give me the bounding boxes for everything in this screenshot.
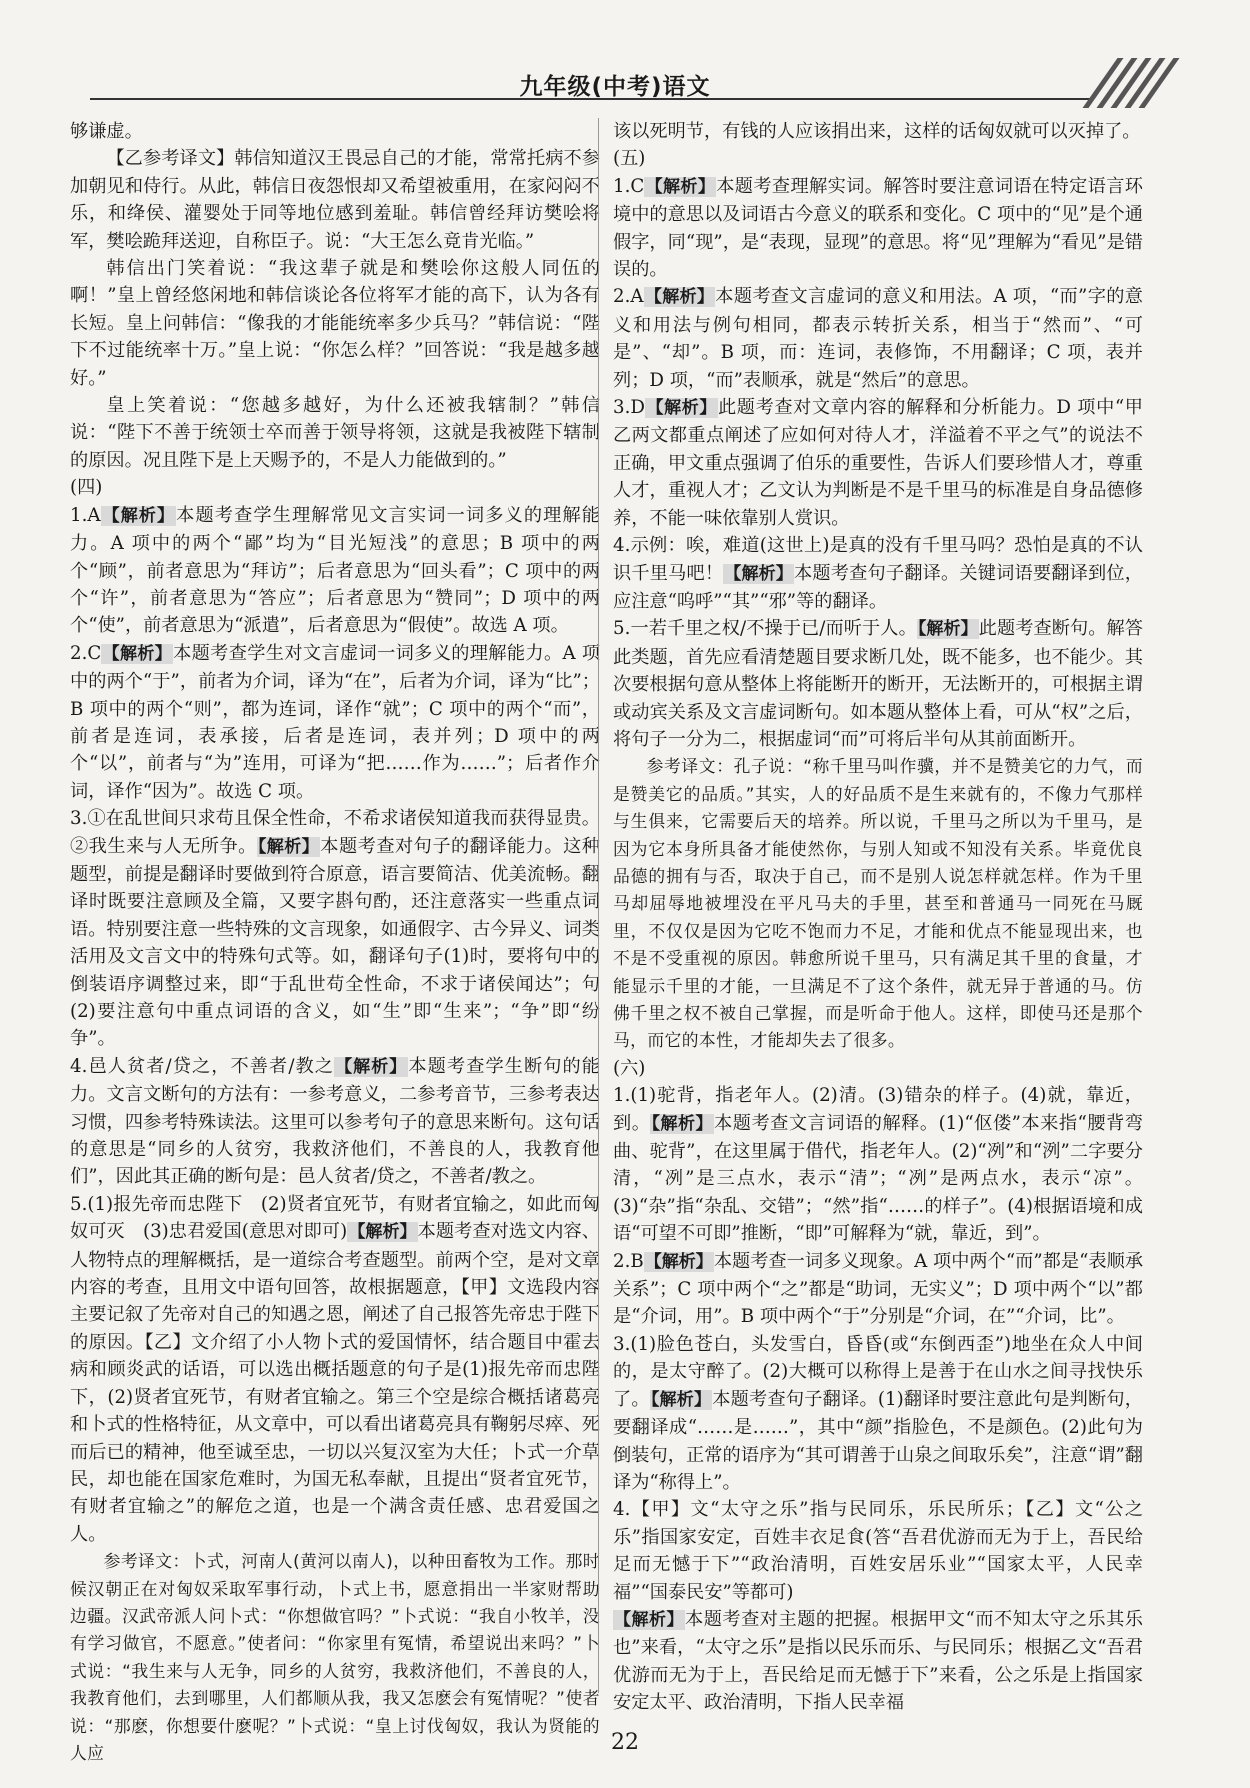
- paragraph-text: 本题考查一词多义现象。A 项中两个“而”都是“表顺承关系”；C 项中两个“之”都是“助词，无实义”；D 项中两个“以”都是“介词，用”。B 项中两个“于”分别是“介词，在”“介词，比”。: [613, 1250, 1144, 1328]
- paragraph: [70, 392, 600, 474]
- question-number: 3.D: [613, 397, 645, 419]
- paragraph: [613, 1082, 1143, 1247]
- question-number: 3.: [70, 808, 88, 830]
- paragraph-text: 本题考查对选文内容、人物特点的理解概括，是一道综合考查题型。前两个空，是对文章内容的考查，且用文中语句回答，故根据题意，【甲】文选段内容主要记叙了先帝对自己的知遇之恩，阐述了自己报答先帝忠于陛下的原因。【乙】文介绍了小人物卜式的爱国情怀，结合题目中霍去病和顾炎武的话语，可以选出概括题意的句子是(1)报先帝而忠陛下，(2)贤者宜死节，有财者宜输之。第三个空是综合概括诸葛亮和卜式的性格特征，从文章中，可以看出诸葛亮具有鞠躬尽瘁、死而后已的精神，他至诚至忠，一切以兴复汉室为大任；卜式一介草民，却也能在国家危难时，为国无私奉献，且提出“贤者宜死节，有财者宜输之”的解危之道，也是一个满含责任感、忠君爱国之人。: [70, 1221, 600, 1545]
- question-number: 1.C: [613, 175, 645, 197]
- paragraph: [70, 640, 600, 805]
- analysis-label: 【解析】: [651, 1113, 714, 1134]
- paragraph-text: 本题考查学生断句的能力。文言文断句的方法有：一参考意义，二参考音节，三参考表达习惯，四参考特殊读法。这里可以参考句子的意思来断句。这句话的意思是“同乡的人贫穷，我救济他们，不善良的人，我教育他们”，因此其正确的断句是：邑人贫者/贷之，不善者/教之。: [70, 1055, 600, 1188]
- question-number: 5.: [613, 618, 631, 640]
- paragraph-text: 一若千里之权/不操于已/而听于人。: [630, 618, 917, 640]
- question-number: 2.C: [70, 642, 102, 664]
- question-number: 1.A: [70, 504, 101, 526]
- paragraph: [613, 283, 1143, 394]
- paragraph-text: (1)报先帝而忠陛下 (2)贤者宜死节，有财者宜输之，如此而匈奴可灭 (3)忠君爱国(意思对即可): [70, 1193, 600, 1243]
- paragraph-text: 本题考查学生对文言虚词一词多义的理解能力。A 项中的两个“于”，前者为介词，译为“在”，后者为介词，译为“比”；B 项中的两个“则”，都为连词，译作“就”；C 项中的两个“而”，前者是连词，表承接，后者是连词，表并列；D 项中的两个“以”，前者与“为”连用，可译为“把……作为……”；后者作介词，译作“因为”。故选 C 项。: [70, 642, 601, 802]
- paragraph-text: 此题考查断句。解答此类题，首先应看清楚题目要求断几处，既不能多，也不能少。其次要根据句意从整体上将能断开的断开，无法断开的，可根据主谓或动宾关系及文言虚词断句。如本题从整体上看，可从“权”之后，将句子一分为二，根据虚词“而”可将后半句从其前面断开。: [613, 618, 1143, 750]
- paragraph-text: 韩信出门笑着说：“我这辈子就是和樊哙你这般人同伍的啊！”皇上曾经悠闲地和韩信谈论各位将军才能的高下，认为各有长短。皇上问韩信：“像我的才能能统率多少兵马？”韩信说：“陛下不过能统率十万。”皇上说：“你怎么样？”回答说：“我是越多越好。”: [70, 258, 600, 389]
- paragraph-text: 本题考查学生理解常见文言实词一词多义的理解能力。A 项中的两个“鄙”均为“目光短浅”的意思；B 项中的两个“顾”，前者意思为“拜访”；后者意思为“回头看”；C 项中的两个“许”，前者意思为“答应”；后者意思为“赞同”；D 项中的两个“使”，前者意思为“派遣”，后者意思为“假使”。故选 A 项。: [70, 504, 600, 637]
- paragraph-text: 本题考查对句子的翻译能力。这种题型，前提是翻译时要做到符合原意，语言要简洁、优美流畅。翻译时既要注意顾及全篇，又要字斟句酌，还注意落实一些重点词语。特别要注意一些特殊的文言现象，如通假字、古今异义、词类活用及文言文中的特殊句式等。如，翻译句子(1)时，要将句中的倒装语序调整过来，即“于乱世苟全性命，不求于诸侯闻达”；句(2)要注意句中重点词语的含义，如“生”即“生来”；“争”即“纷争”。: [70, 835, 600, 1050]
- paragraph: [70, 805, 600, 1053]
- paragraph: [613, 1248, 1143, 1331]
- page-header: [60, 58, 1170, 100]
- analysis-label: 【解析】: [645, 176, 716, 197]
- header-rule: [90, 98, 1090, 100]
- left-column: [70, 118, 601, 1763]
- paragraph-text: 本题考查文言虚词的意义和用法。A 项，“而”字的意义和用法与例句相同，都表示转折关系，相当于“然而”、“可是”、“却”。B 项，而：连词，表修饰，不用翻译；C 项，表并列；D 项，“而”表顺承，就是“然后”的意思。: [613, 286, 1143, 391]
- paragraph-text: 本题考查文言词语的解释。(1)“伛偻”本来指“腰背弯曲、驼背”，在这里属于借代，指老年人。(2)“冽”和“洌”二字要分清，“冽”是三点水，表示“清”；“冽”是两点水，表示“凉”。(3)“杂”指“杂乱、交错”；“然”指“……的样子”。(4)根据语境和成语“可望不可即”推断，“即”可解释为“就，靠近，到”。: [613, 1112, 1143, 1245]
- paragraph-text: ①在乱世间只求苟且保全性命，不希求诸侯知道我而获得显贵。②我生来与人无所争。: [70, 808, 600, 857]
- paragraph: [613, 615, 1143, 753]
- question-number: 4.: [613, 1499, 631, 1521]
- paragraph: [613, 1055, 1143, 1082]
- paragraph: [613, 1496, 1143, 1606]
- paragraph-text: 参考译文：卜式，河南人(黄河以南人)，以种田畜牧为工作。那时候汉朝正在对匈奴采取军事行动，卜式上书，愿意捐出一半家财帮助边疆。汉武帝派人问卜式：“你想做官吗？”卜式说：“我自小牧羊，没有学习做官，不愿意。”使者问：“你家里有冤情，希望说出来吗？”卜式说：“我生来与人无争，同乡的人贫穷，我救济他们，不善良的人，我教育他们，去到哪里，人们都顺从我，我又怎麽会有冤情呢？”使者说：“那麽，你想要什麽呢？”卜式说：“皇上讨伐匈奴，我认为贤能的人应: [70, 1551, 600, 1763]
- analysis-label: 【解析】: [257, 836, 320, 857]
- paragraph-text: 本题考查对主题的把握。根据甲文“而不知太守之乐其乐也”来看，“太守之乐”是指以民乐而乐、与民同乐；根据乙文“吾君优游而无为于上，吾民给足而无憾于下”来看，公之乐是上指国家安定太平、政治清明，下指人民幸福: [613, 1608, 1143, 1714]
- question-number: 3.: [613, 1333, 631, 1355]
- analysis-label: 【解析】: [650, 1389, 712, 1410]
- paragraph: [613, 1331, 1143, 1496]
- paragraph: [70, 1191, 600, 1548]
- analysis-label: 【解析】: [102, 643, 173, 664]
- analysis-label: 【解析】: [644, 1251, 713, 1272]
- paragraph-text: 本题考查句子翻译。(1)翻译时要注意此句是判断句，要翻译成“……是……”，其中“颜”指脸色，不是颜色。(2)此句为倒装句，正常的语序为“其可谓善于山泉之间取乐矣”，注意“谓”翻译为“称得上”。: [613, 1388, 1143, 1493]
- paragraph-text: (五): [613, 148, 646, 170]
- header-stripes-decoration: [1060, 64, 1170, 98]
- page-number: 22: [611, 1730, 639, 1755]
- paragraph-text: (四): [70, 477, 103, 499]
- paragraph: [613, 753, 1143, 1054]
- analysis-label: 【解析】: [101, 505, 176, 526]
- analysis-label: 【解析】: [645, 398, 717, 419]
- column-divider: [598, 118, 599, 1693]
- paragraph-text: 本题考查句子翻译。关键词语要翻译到位，应注意“呜呼”“其”“邪”等的翻译。: [613, 562, 1143, 612]
- paragraph-text: 本题考查理解实词。解答时要注意词语在特定语言环境中的意思以及词语古今意义的联系和变化。C 项中的“见”是个通假字，同“现”，是“表现，显现”的意思。将“见”理解为“看见”是错误的。: [613, 175, 1143, 281]
- paragraph: [613, 1606, 1143, 1717]
- paragraph-text: 此题考查对文章内容的解释和分析能力。D 项中“甲乙两文都重点阐述了应如何对待人才，洋溢着不平之气”的说法不正确，甲文重点强调了伯乐的重要性，告诉人们要珍惜人才，尊重人才，重视人才；乙文认为判断是不是千里马的标准是自身品德修养，不能一味依靠别人赏识。: [613, 397, 1143, 529]
- paragraph-text: 皇上笑着说：“您越多越好，为什么还被我辖制？”韩信说：“陛下不善于统领士卒而善于领导将领，这就是我被陛下辖制的原因。况且陛下是上天赐予的，不是人力能做到的。”: [70, 395, 600, 471]
- paragraph: [70, 145, 600, 255]
- paragraph: [613, 173, 1143, 284]
- header-title: 九年级(中考)语文: [519, 74, 711, 100]
- paragraph-text: 够谦虚。: [70, 121, 143, 142]
- paragraph-text: 该以死明节，有钱的人应该捐出来，这样的话匈奴就可以灭掉了。: [613, 121, 1141, 142]
- paragraph-text: (1)脸色苍白，头发雪白，昏昏(或“东倒西歪”)地坐在众人中间的，是太守醉了。(2)大概可以称得上是善于在山水之间寻找快乐了。: [613, 1333, 1143, 1410]
- analysis-label: 【解析】: [335, 1056, 408, 1077]
- question-number: 5.: [70, 1193, 88, 1215]
- paragraph-text: (六): [613, 1057, 646, 1079]
- paragraph-text: 【乙参考译文】韩信知道汉王畏忌自己的才能，常常托病不参加朝见和侍行。从此，韩信日夜怨恨却又希望被重用，在家闷闷不乐，和绛侯、灌婴处于同等地位感到羞耻。韩信曾经拜访樊哙将军，樊哙跪拜送迎，自称臣子。说：“大王怎么竟肯光临。”: [70, 148, 600, 252]
- question-number: 4.: [613, 535, 631, 557]
- question-number: 1.: [613, 1085, 631, 1107]
- paragraph: [70, 502, 600, 640]
- paragraph: [70, 1053, 600, 1191]
- paragraph: [613, 145, 1143, 172]
- analysis-label: 【解析】: [614, 1609, 685, 1630]
- paragraph: [70, 255, 600, 392]
- analysis-label: 【解析】: [724, 563, 794, 584]
- paragraph-text: 参考译文：孔子说：“称千里马叫作骥，并不是赞美它的力气，而是赞美它的品质。”其实，人的好品质不是生来就有的，不像力气那样与生俱来，它需要后天的培养。所以说，千里马之所以为千里马，是因为它本身所具备才能使然你，与别人知或不知没有关系。毕竟优良品德的拥有与否，取决于自己，而不是别人说怎样就怎样。作为千里马却屈辱地被埋没在平凡马夫的手里，甚至和普通马一同死在马厩里，不仅仅是因为它吃不饱而力不足，才能和优点不能显现出来，也不是不受重视的原因。韩愈所说千里马，只有满足其千里的食量，才能显示千里的才能，一旦满足不了这个条件，就无异于普通的马。仿佛千里之权不被自己掌握，而是听命于他人。这样，即使马还是那个马，而它的本性，才能却失去了很多。: [613, 756, 1143, 1051]
- paragraph: [613, 118, 1143, 145]
- question-number: 2.A: [613, 286, 644, 308]
- paragraph: [70, 118, 600, 145]
- analysis-label: 【解析】: [917, 619, 978, 640]
- paragraph-text: 邑人贫者/贷之，不善者/教之: [87, 1055, 335, 1077]
- analysis-label: 【解析】: [348, 1222, 417, 1243]
- paragraph: [613, 394, 1143, 532]
- paragraph-text: (1)驼背，指老年人。(2)清。(3)错杂的样子。(4)就，靠近，到。: [613, 1085, 1143, 1134]
- question-number: 2.B: [613, 1250, 644, 1272]
- paragraph-text: 示例：唉，难道(这世上)是真的没有千里马吗？恐怕是真的不认识千里马吧！: [613, 535, 1143, 584]
- question-number: 4.: [70, 1055, 88, 1077]
- analysis-label: 【解析】: [644, 287, 715, 308]
- right-column: [613, 118, 1143, 1718]
- paragraph-text: 【甲】文“太守之乐”指与民同乐，乐民所乐；【乙】文“公之乐”指国家安定，百姓丰衣足食(答“吾君优游而无为于上，吾民给足而无憾于下”“政治清明，百姓安居乐业”“国家太平，人民幸福”“国泰民安”等都可): [613, 1499, 1143, 1603]
- paragraph: [70, 474, 600, 501]
- paragraph: [613, 532, 1143, 615]
